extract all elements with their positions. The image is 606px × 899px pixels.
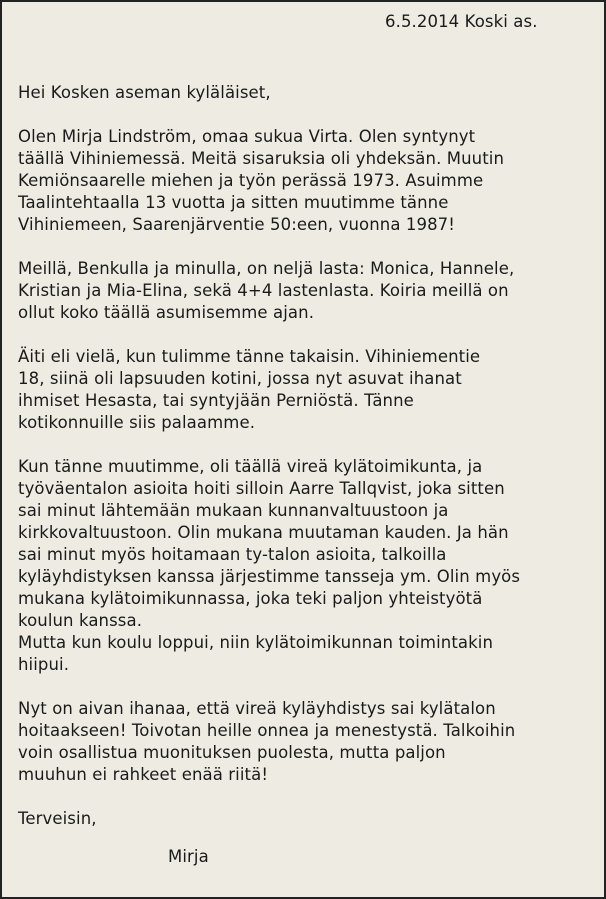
text-line: ollut koko täällä asumisemme ajan. <box>18 303 315 322</box>
text-line: muuhun ei rahkeet enää riitä! <box>18 765 269 784</box>
text-line: mukana kylätoimikunnassa, joka teki paljon yhteistyötä <box>18 589 483 608</box>
text-line: koulun kanssa. <box>18 611 143 630</box>
text-line: Nyt on aivan ihanaa, että vireä kyläyhdistys sai kylätalon <box>18 699 496 718</box>
text-line: Kun tänne muutimme, oli täällä vireä kylätoimikunta, ja <box>18 457 483 476</box>
text-line: kirkkovaltuustoon. Olin mukana muutaman kauden. Ja hän <box>18 523 509 542</box>
closing: Terveisin, <box>18 809 97 828</box>
text-line: sai minut lähtemään mukaan kunnanvaltuustoon ja <box>18 501 449 520</box>
text-line: Kemiönsaarelle miehen ja työn perässä 1973. Asuimme <box>18 171 484 190</box>
text-line: ihmiset Hesasta, tai syntyjään Perniöstä. Tänne <box>18 391 414 410</box>
text-line: Mutta kun koulu loppui, niin kylätoimikunnan toimintakin <box>18 633 493 652</box>
text-line: Äiti eli vielä, kun tulimme tänne takaisin. Vihiniementie <box>18 347 481 366</box>
text-line: kotikonnuille siis palaamme. <box>18 413 256 432</box>
text-line: Taalintehtaalla 13 vuotta ja sitten muutimme tänne <box>18 193 449 212</box>
paragraph-2 <box>18 258 596 324</box>
date-line: 6.5.2014 Koski as. <box>385 12 538 31</box>
paragraph-1 <box>18 126 596 236</box>
signature: Mirja <box>168 847 209 866</box>
paragraph-4 <box>18 456 596 676</box>
text-line: täällä Vihiniemessä. Meitä sisaruksia oli yhdeksän. Muutin <box>18 149 505 168</box>
text-line: työväentalon asioita hoiti silloin Aarre Tallqvist, joka sitten <box>18 479 505 498</box>
text-line: Olen Mirja Lindström, omaa sukua Virta. Olen syntynyt <box>18 127 476 146</box>
letter-body <box>18 82 596 830</box>
text-line: Meillä, Benkulla ja minulla, on neljä lasta: Monica, Hannele, <box>18 259 515 278</box>
paragraph-5 <box>18 698 596 786</box>
greeting: Hei Kosken aseman kyläläiset, <box>18 83 271 102</box>
text-line: sai minut myös hoitamaan ty-talon asioita, talkoilla <box>18 545 447 564</box>
text-line: 18, siinä oli lapsuuden kotini, jossa nyt asuvat ihanat <box>18 369 462 388</box>
text-line: voin osallistua muonituksen puolesta, mutta paljon <box>18 743 446 762</box>
paragraph-3 <box>18 346 596 434</box>
text-line: Vihiniemeen, Saarenjärventie 50:een, vuonna 1987! <box>18 215 455 234</box>
text-line: Kristian ja Mia-Elina, sekä 4+4 lastenlasta. Koiria meillä on <box>18 281 509 300</box>
text-line: kyläyhdistyksen kanssa järjestimme tansseja ym. Olin myös <box>18 567 521 586</box>
text-line: hoitaakseen! Toivotan heille onnea ja menestystä. Talkoihin <box>18 721 516 740</box>
text-line: hiipui. <box>18 655 70 674</box>
